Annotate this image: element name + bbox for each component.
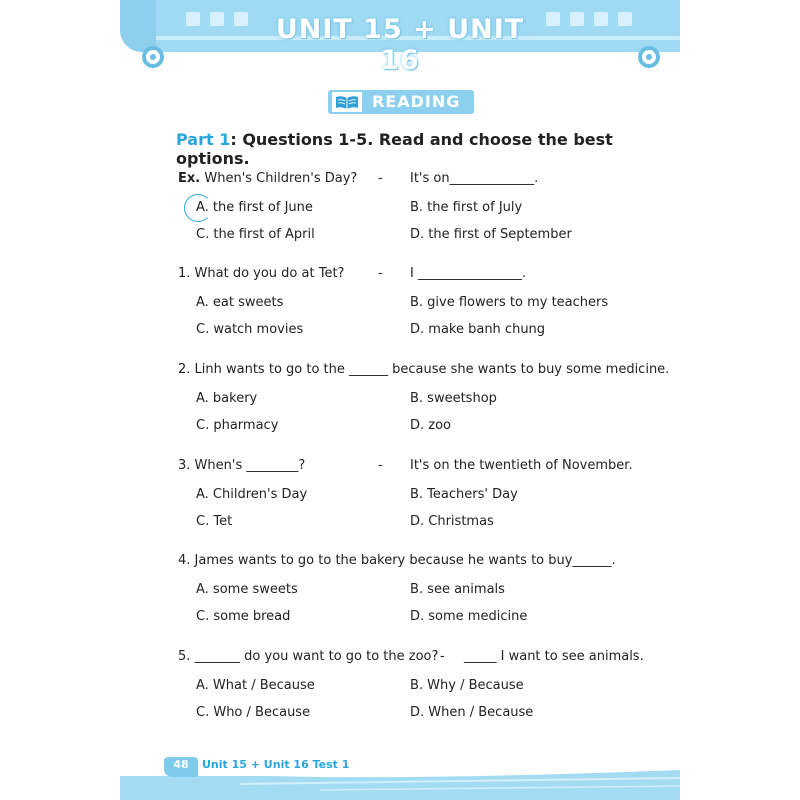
- question-2-option-c: C. pharmacy: [196, 418, 279, 433]
- question-5-option-c: C. Who / Because: [196, 705, 311, 720]
- example-option-a: A. the first of June: [196, 200, 313, 215]
- question-1-option-b: B. give flowers to my teachers: [410, 295, 609, 310]
- question-4-option-d: D. some medicine: [410, 609, 528, 624]
- question-4-option-c: C. some bread: [196, 609, 291, 624]
- bus-window: [570, 12, 584, 26]
- example-option-d: D. the first of September: [410, 227, 572, 242]
- question-3-dash: -: [378, 458, 383, 473]
- question-5-option-b: B. Why / Because: [410, 678, 524, 693]
- question-5-option-a: A. What / Because: [196, 678, 315, 693]
- bus-front: [120, 0, 156, 52]
- question-2-option-a: A. bakery: [196, 391, 258, 406]
- bus-wheel-icon: [638, 46, 660, 68]
- section-badge: [328, 90, 474, 114]
- page-number: 48: [173, 758, 189, 771]
- question-5-answer: _____ I want to see animals.: [464, 649, 644, 664]
- question-3-option-b: B. Teachers' Day: [410, 487, 518, 502]
- bus-window: [594, 12, 608, 26]
- question-3-answer: It's on the twentieth of November.: [410, 458, 633, 473]
- bus-window: [618, 12, 632, 26]
- question-5-option-d: D. When / Because: [410, 705, 534, 720]
- bus-window: [546, 12, 560, 26]
- question-1-dash: -: [378, 266, 383, 281]
- example-question: [178, 171, 357, 186]
- question-1-option-c: C. watch movies: [196, 322, 304, 337]
- bus-header-banner: [120, 0, 680, 76]
- question-2-option-d: D. zoo: [410, 418, 452, 433]
- question-3-option-c: C. Tet: [196, 514, 233, 529]
- example-option-b: B. the first of July: [410, 200, 523, 215]
- question-5-dash: -: [440, 649, 445, 664]
- question-5: 5. _______ do you want to go to the zoo?: [178, 649, 439, 664]
- example-answer: It's on_____________.: [410, 171, 539, 186]
- question-1-answer: I ________________.: [410, 266, 527, 281]
- question-4: 4. James wants to go to the bakery because he wants to buy______.: [178, 553, 616, 568]
- question-1-option-d: D. make banh chung: [410, 322, 546, 337]
- question-1-option-a: A. eat sweets: [196, 295, 284, 310]
- part-instruction: : Questions 1-5. Read and choose the best options.: [176, 130, 613, 168]
- bus-wheel-icon: [142, 46, 164, 68]
- question-1: 1. What do you do at Tet?: [178, 266, 345, 281]
- question-4-option-a: A. some sweets: [196, 582, 298, 597]
- question-2-option-b: B. sweetshop: [410, 391, 497, 406]
- open-book-icon: [332, 92, 362, 112]
- part-heading: [176, 130, 680, 168]
- example-dash: -: [378, 171, 383, 186]
- question-2: 2. Linh wants to go to the ______ because she wants to buy some medicine.: [178, 362, 670, 377]
- bus-window: [186, 12, 200, 26]
- question-3-option-a: A. Children's Day: [196, 487, 308, 502]
- section-label: READING: [372, 92, 461, 111]
- example-prefix: Ex.: [178, 171, 201, 186]
- question-3: 3. When's ________?: [178, 458, 306, 473]
- question-3-option-d: D. Christmas: [410, 514, 494, 529]
- question-4-option-b: B. see animals: [410, 582, 505, 597]
- worksheet-page: [120, 0, 680, 800]
- bus-window: [210, 12, 224, 26]
- example-question-text: When's Children's Day?: [204, 171, 358, 186]
- part-label: Part 1: [176, 130, 231, 149]
- example-option-c: C. the first of April: [196, 227, 315, 242]
- page-title: UNIT 15 + UNIT 16: [275, 14, 525, 76]
- footer-title: Unit 15 + Unit 16 Test 1: [202, 758, 350, 771]
- bus-window: [234, 12, 248, 26]
